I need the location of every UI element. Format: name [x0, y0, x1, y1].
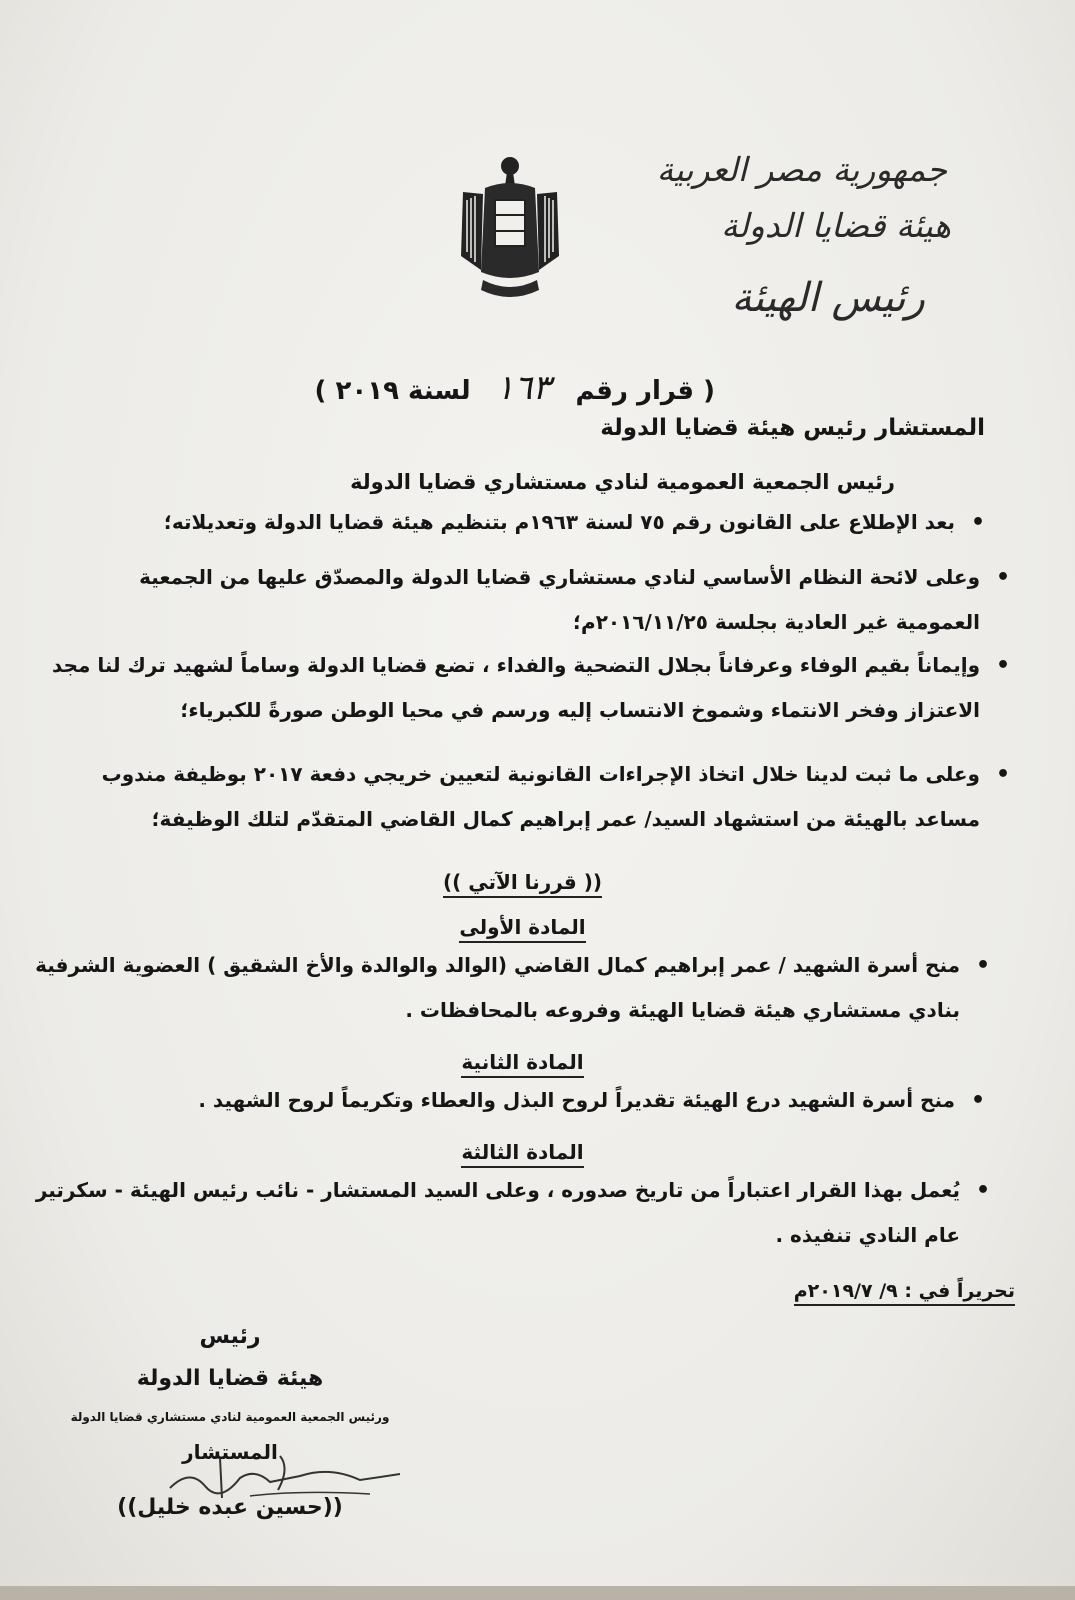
decided-heading: (( قررنا الآتي )) — [0, 870, 1045, 898]
preamble-item: • وعلى لائحة النظام الأساسي لنادي مستشاري قضايا الدولة والمصدّق عليها من الجمعية العمومية غير العادية بجلسة ٢٠١٦/١١/٢٥م؛ — [50, 555, 980, 645]
article-2-heading: المادة الثانية — [0, 1050, 1045, 1078]
preamble-item: • وإيماناً بقيم الوفاء وعرفاناً بجلال التضحية والفداء ، تضع قضايا الدولة وساماً لشهيد ترك لنا مجد الاعتزاز وفخر الانتماء وشموخ الانتساب إليه ورسم في محيا الوطن صورةً للكبرياء؛ — [50, 643, 980, 733]
header-president: رئيس الهيئة — [731, 275, 925, 321]
decision-title — [315, 368, 715, 408]
preamble-item: • بعد الإطلاع على القانون رقم ٧٥ لسنة ١٩٦٣م بتنظيم هيئة قضايا الدولة وتعديلاته؛ — [25, 500, 955, 545]
article-2-text: • منح أسرة الشهيد درع الهيئة تقديراً لروح البذل والعطاء وتكريماً لروح الشهيد . — [25, 1078, 955, 1123]
decision-label: ( قرار رقم — [575, 376, 715, 406]
decision-year: لسنة ٢٠١٩ ) — [314, 376, 471, 406]
header-country: جمهورية مصر العربية — [656, 150, 947, 189]
article-3-text: • يُعمل بهذا القرار اعتباراً من تاريخ صدوره ، وعلى السيد المستشار - نائب رئيس الهيئة - سكرتير عام النادي تنفيذه . — [30, 1168, 960, 1258]
article-1-heading: المادة الأولى — [0, 915, 1045, 943]
header-authority: هيئة قضايا الدولة — [721, 206, 951, 245]
signature-line-1: رئيس — [199, 1324, 261, 1349]
issue-date: تحريراً في : ٩/ ٢٠١٩/٧م — [794, 1280, 1015, 1306]
preamble-item: • وعلى ما ثبت لدينا خلال اتخاذ الإجراءات القانونية لتعيين خريجي دفعة ٢٠١٧ بوظيفة مندوب مساعد بالهيئة من استشهاد السيد/ عمر إبراهيم كمال القاضي المتقدّم لتلك الوظيفة؛ — [50, 752, 980, 842]
issuer-subtitle: رئيس الجمعية العمومية لنادي مستشاري قضايا الدولة — [350, 470, 895, 494]
eagle-emblem-icon — [455, 152, 565, 308]
issuer-title: المستشار رئيس هيئة قضايا الدولة — [600, 415, 985, 441]
signatory-name: ((حسين عبده خليل)) — [117, 1495, 343, 1520]
article-1-text: • منح أسرة الشهيد / عمر إبراهيم كمال القاضي (الوالد والوالدة والأخ الشقيق ) العضوية الشرفية بنادي مستشاري هيئة قضايا الهيئة وفروعه بالمحافظات . — [30, 943, 960, 1033]
signature-line-4: المستشار — [182, 1440, 278, 1464]
signature-line-2: هيئة قضايا الدولة — [136, 1366, 324, 1391]
decision-number: ١٦٣ — [495, 368, 551, 408]
signature-line-3: ورئيس الجمعية العمومية لنادي مستشاري قضايا الدولة — [70, 1410, 390, 1424]
article-3-heading: المادة الثالثة — [0, 1140, 1045, 1168]
